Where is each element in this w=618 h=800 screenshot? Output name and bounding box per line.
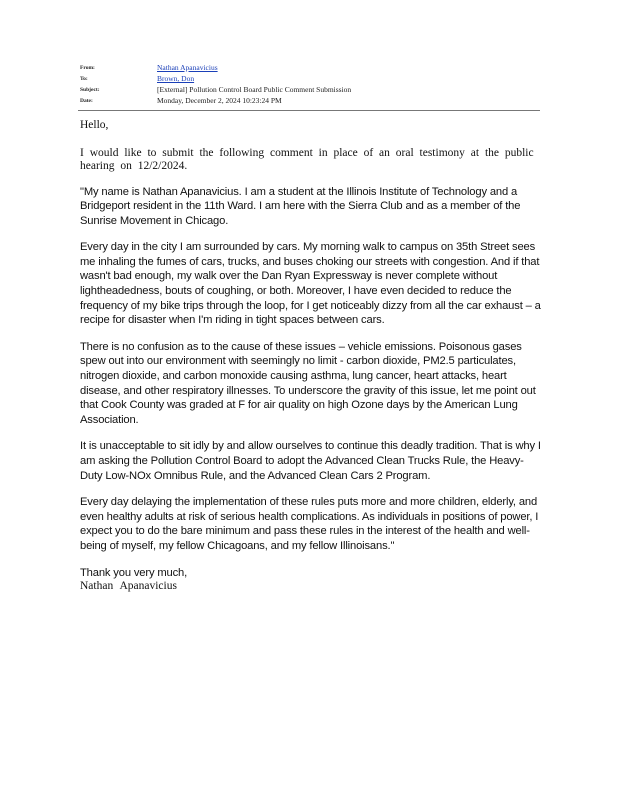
- body-paragraph: Every day in the city I am surrounded by cars. My morning walk to campus on 35th Street sees me inhaling the fumes of cars, trucks, and buses choking our streets with congestion. And if that wasn't bad enough, my walk over the Dan Ryan Expressway is never complete without lightheadedness, bouts of coughing, or both. Moreover, I have even decided to reduce the frequency of my bike trips through the loop, for I get noticeably dizzy from all the car exhaust – a recipe for disaster when I'm riding in tight spaces between cars.: [80, 241, 541, 327]
- body-paragraph: There is no confusion as to the cause of these issues – vehicle emissions. Poisonous gases spew out into our environment with seemingly no limit - carbon dioxide, PM2.5 particulates, nitrogen dioxide, and carbon monoxide causing asthma, lung cancer, heart attacks, heart disease, and other respiratory illnesses. To underscore the gravity of this issue, let me point out that Cook County was graded at F for air quality on high Ozone days by the American Lung Association.: [80, 340, 536, 426]
- email-body: [80, 119, 542, 594]
- from-row: [80, 62, 540, 73]
- to-label: To:: [80, 76, 88, 82]
- date-value: Monday, December 2, 2024 10:23:24 PM: [157, 96, 282, 105]
- body-paragraph: It is unacceptable to sit idly by and allow ourselves to continue this deadly tradition. That is why I am asking the Pollution Control Board to adopt the Advanced Clean Trucks Rule, the Heavy-Duty Low-NOx Omnibus Rule, and the Advanced Clean Cars 2 Program.: [80, 440, 541, 482]
- from-label: From:: [80, 65, 95, 71]
- body-paragraph: "My name is Nathan Apanavicius. I am a student at the Illinois Institute of Technology and a Bridgeport resident in the 11th Ward. I am here with the Sierra Club and as a member of the Sunrise Movement in Chicago.: [80, 185, 521, 227]
- subject-label: Subject:: [80, 87, 100, 93]
- body-paragraph: Every day delaying the implementation of these rules puts more and more children, elderly, and even healthy adults at risk of serious health complications. As individuals in positions of power, I expect you to do the bare minimum and pass these rules in the interest of the health and well-being of myself, my fellow Chicagoans, and my fellow Illinoisans.": [80, 496, 539, 552]
- header-divider: [78, 110, 540, 111]
- greeting: Hello,: [80, 119, 109, 131]
- intro-text: I would like to submit the following comment in place of an oral testimony at the public hearing on 12/2/2024.: [80, 146, 534, 172]
- date-label: Date:: [80, 98, 93, 104]
- to-row: [80, 73, 540, 84]
- from-sender-link[interactable]: Nathan Apanavicius: [157, 63, 218, 72]
- signature: Nathan Apanavicius: [80, 580, 177, 593]
- email-header: [80, 62, 540, 106]
- subject-value: [External] Pollution Control Board Public Comment Submission: [157, 85, 352, 94]
- date-row: [80, 95, 540, 106]
- closing: Thank you very much,: [80, 566, 188, 579]
- to-recipient-link[interactable]: Brown, Don: [157, 74, 195, 83]
- subject-row: [80, 84, 540, 95]
